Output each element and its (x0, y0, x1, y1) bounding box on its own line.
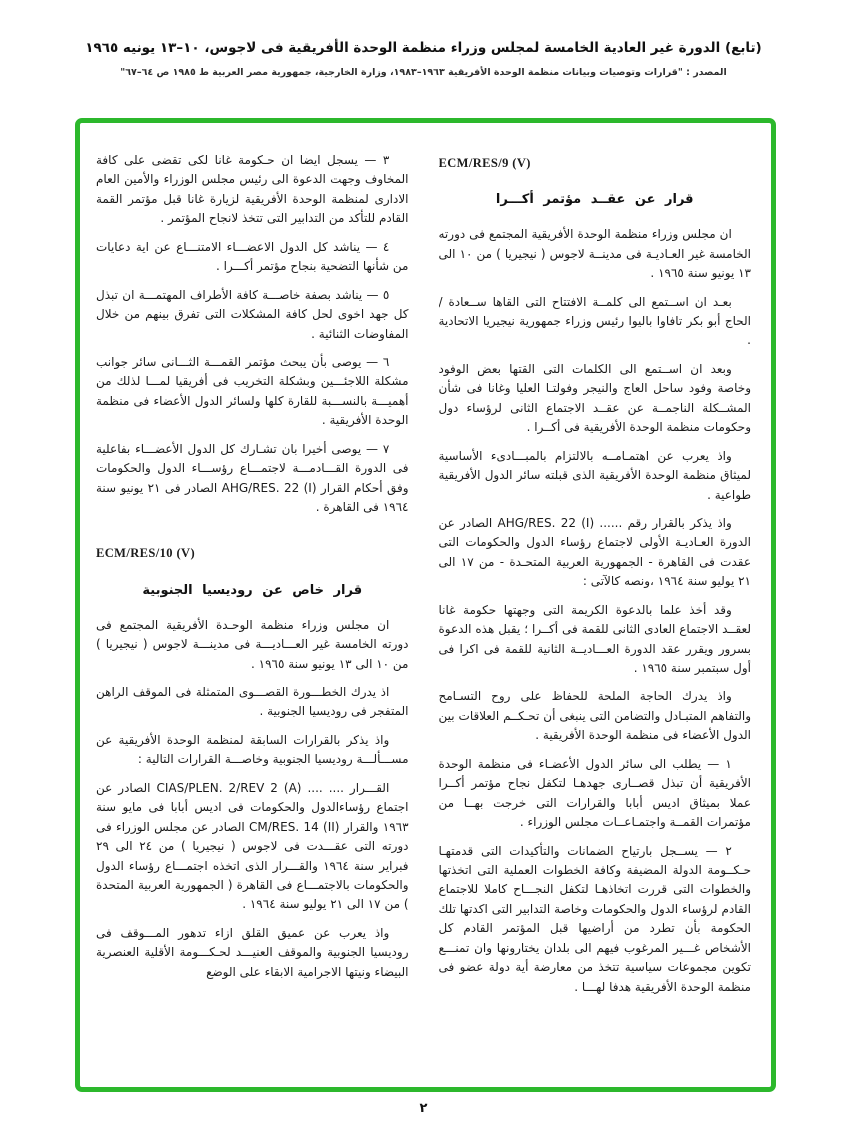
paragraph: ١ — يطلب الى سائر الدول الأعضـاء فى منظمة الوحدة الأفريقية أن تبذل قصــارى جهدهـا لتكفل نجاح مؤتمر أكــرا عملا بميثاق اديس أبابا والقرارات التى خرجت بهــا من مؤتمرات القمــة واجتمـاعــات مجلس الوزراء . (438, 756, 751, 830)
paragraph: وبعد ان اســتمع الى الكلمات التى القتها بعض الوفود وخاصة وفود ساحل العاج والنيجر وفولتـا العليا وغانا فى شأن المشــكلة الناجمــة عن عقــد الاجتماع الثانى لرؤساء دول وحكومات منظمة الوحدة الأفريقية فى أكــرا . (438, 361, 751, 435)
paragraph: وقد أخذ علما بالدعوة الكريمة التى وجهتها حكومة غانا لعقــد الاجتماع العادى الثانى للقمة فى أكــرا ؛ يقبل هذه الدعوة بسرور ويقرر عقد الدورة العـــاديــة الثانية للقمة فى اكرا فى أول سبتمبر سنة ١٩٦٥ . (438, 602, 751, 676)
paragraph: واذ يذكر بالقرار رقم ...... AHG/RES. 22 (I) الصادر عن الدورة العـاديـة الأولى لاجتماع رؤساء الدول والحكومات التى عقدت فى القاهرة - الجمهورية العربية المتحـدة - من ١٧ الى ٢١ يوليو سنة ١٩٦٤ ،ونصه كالآتى : (438, 515, 751, 589)
column-right (439, 151, 752, 1075)
green-content-frame (75, 118, 776, 1092)
resolution-title: قرار خاص عن روديسيا الجنوبية (142, 582, 363, 598)
paragraph: ٢ — يســجل بارتياح الضمانات والتأكيدات التى قدمتهـا حـكــومة الدولة المضيفة وكافة الخطوات العملية التى اتخذتها والخطوات التى قررت اتخاذهـا لتكفل النجـــاح كاملا للاجتماع القادم لرؤساء الدول والحكومات وخاصة التدابير التى اكدتها تلك الحكومة بأن تطرد من أراضيها قبل المؤتمر القادم كل الأشخاص غـــير المرغوب فيهم الى بلدان يختارونها وان تمنـــع تكوين مجموعات سياسية تتخذ من معارضة أية دولة عضو فى منظمة الوحدة الأفريقية هدفا لهـــا . (438, 843, 751, 994)
paragraph: ٥ — يناشد بصفة خاصـــة كافة الأطراف المهتمـــة ان تبذل كل جهد اخوى لحل كافة المشكلات التى تفرق بينهم من خلال المفاوضات الثنائية . (96, 287, 409, 341)
page-footer (0, 1101, 847, 1116)
paragraph: واذ يعرب عن اهتمـامــه بالالتزام بالمبـــادىء الأساسية لميثاق منظمة الوحدة الأفريقية الذى قبلته سائر الدول الأفريقية طواعية . (438, 448, 751, 502)
header-title: (تابع) الدورة غير العادية الخامسة لمجلس وزراء منظمة الوحدة الأفريقية فى لاجوس، ١٠–١٣ يونيه ١٩٦٥ (85, 40, 762, 56)
paragraph: واذ يعرب عن عميق القلق ازاء تدهور المـــوقف فى روديسيا الجنوبية والموقف العنيـــد لحـكـــومة الأقلية العنصرية البيضاء ونيتها الاجرامية الابقاء على الوضع (96, 925, 409, 979)
header-source-line: المصدر : "قرارات وتوصيات وبيانات منظمة الوحدة الأفريقية ١٩٦٣–١٩٨٣، وزارة الخارجية، جمهورية مصر العربية ط ١٩٨٥ ص ٦٤–٦٧" (120, 67, 727, 78)
resolution-code: ECM/RES/10 (V) (96, 546, 196, 561)
paragraph: واذ يدرك الحاجة الملحة للحفاظ على روح التسـامح والتفاهم المتبـادل والتضامن التى ينبغى أن تحـكــم العلاقات بين الدول الأعضاء فى منظمة الوحدة الأفريقية . (438, 689, 751, 743)
paragraph: ٣ — يسجل ايضا ان حـكومة غانا لكى تقضى على كافة المخاوف وجهت الدعوة الى رئيس مجلس الوزراء والأمين العام الادارى لمنظمة الوحدة الأفريقية لزيارة غانا قبل مؤتمر القمة القادم للتأكد من التدابير التى تتخذ لانجاح المؤتمر . (96, 153, 409, 226)
paragraph: ان مجلس وزراء منظمة الوحدة الأفريقية المجتمع فى دورته الخامسة غير العـاديـة فى مدينــة لاجوس ( نيجيريا ) من ١٠ الى ١٣ يونيو سنة ١٩٦٥ . (438, 227, 751, 281)
paragraph: ٧ — يوصى أخيرا بان تشـارك كل الدول الأعضـــاء بفاعلية فى الدورة القـــادمـــة لاجتمـــاع رؤســـاء الدول والحكومات وفق أحكام القرار AHG/RES. 22 (I) الصادر فى ٢١ يونيو سنة ١٩٦٤ فى القاهرة . (96, 441, 409, 514)
paragraph: القـــرار .... .... CIAS/PLEN. 2/REV 2 (A) الصادر عن اجتماع رؤساءالدول والحكومات فى اديس أبابا فى مايو سنة ١٩٦٣ والقرار CM/RES. 14 (II) الصادر عن مجلس الوزراء فى دورته التى عقـــدت فى لاجوس ( نيجيريا ) من ٢٤ الى ٢٩ فبراير سنة ١٩٦٤ والقـــرار الذى اتخذه اجتمـــاع رؤساء الدول والحكومات بالاجتمـــاع فى القاهرة ( الجمهورية العربية المتحدة ) من ١٧ الى ٢١ يوليو سنة ١٩٦٤ . (96, 780, 409, 912)
page-header (40, 40, 807, 78)
resolution-title: قرار عن عقــد مؤتمر أكـــرا (495, 192, 694, 208)
paragraph: واذ يذكر بالقرارات السابقة لمنظمة الوحدة الأفريقية عن مســـألـــة روديسيا الجنوبية وخاصـــة القرارات التالية : (96, 732, 409, 767)
paragraph: اذ يدرك الخطـــورة القصـــوى المتمثلة فى الموقف الراهن المتفجر فى روديسيا الجنوبية . (96, 685, 409, 719)
paragraph: ٤ — يناشد كل الدول الاعضـــاء الامتنـــاع عن اية دعايات من شأنها التضحية بنجاح مؤتمر أكـــرا . (96, 239, 409, 274)
page-number: ٢ (419, 1101, 428, 1116)
paragraph: ان مجلس وزراء منظمة الوحـدة الأفريقية المجتمع فى دورته الخامسة غير العـــاديـــة فى مدينـــة لاجوس ( نيجيريا ) من ١٠ الى ١٣ يونيو سنة ١٩٦٥ . (96, 617, 409, 671)
column-left (96, 151, 409, 1075)
paragraph: ٦ — يوصى بأن يبحث مؤتمر القمـــة الثـــانى سائر جوانب مشكلة اللاجئـــين وبشكلة التخريب فى أفريقيا لمـــا لذلك من أهميـــة بالنســـبة للقارة كلها ولسائر الدول الأعضاء فى منظمة الوحدة الأفريقية . (96, 354, 409, 428)
resolution-code: ECM/RES/9 (V) (438, 156, 531, 170)
paragraph: بعـد ان اســتمع الى كلمــة الافتتاح التى القاها ســعادة / الحاج أبو بكر تافاوا باليوا رئيس وزراء جمهورية نيجيريا الاتحادية . (438, 294, 751, 348)
two-column-layout (96, 151, 751, 1075)
